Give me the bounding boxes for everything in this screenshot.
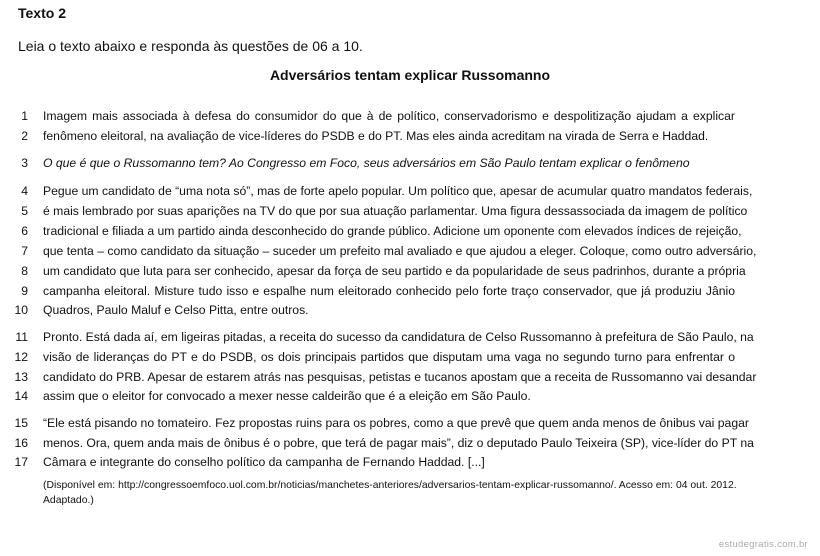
article-title: Adversários tentam explicar Russomanno [269,67,551,83]
line-number: 16 [14,436,28,450]
line-number: 15 [14,416,28,430]
section-heading: Texto 2 [18,5,66,21]
line-text: tradicional e filiada a um partido ainda desconhecido do grande público. Adicione um oponente com elevados índices de rejeição, [43,224,742,238]
line-text: Câmara e integrante do conselho político da campanha de Fernando Haddad. [...] [43,455,485,469]
line-number: 6 [21,224,28,238]
line-number: 2 [21,129,28,143]
line-number: 7 [21,244,28,258]
text-line [0,326,820,348]
source-citation: (Disponível em: http://congressoemfoco.uol.com.br/noticias/manchetes-anteriores/adversarios-tentam-explicar-russomanno/. Acesso em: 04 out. 2012. Adaptado.) [43,480,737,506]
text-line [0,220,820,242]
line-number: 17 [14,455,28,469]
line-number: 3 [21,156,28,170]
line-number: 13 [14,370,28,384]
line-text: menos. Ora, quem anda mais de ônibus é o pobre, que terá de pagar mais”, diz o deputado Paulo Teixeira (SP), vice-líder do PT na [43,436,754,450]
site-watermark: estudegratis.com.br [718,539,808,550]
line-text: que tenta – como candidato da situação – suceder um prefeito mal avaliado e que ajudou a eleger. Coloque, como outro adversário, [43,244,757,258]
text-line [0,105,820,127]
text-line [0,180,820,202]
text-line [0,260,820,282]
line-number: 5 [21,204,28,218]
line-number: 10 [14,303,28,317]
line-text: Pegue um candidato de “uma nota só”, mas de forte apelo popular. Um político que, apesar de acumular quatro mandatos federais, [43,184,753,198]
line-text: é mais lembrado por suas aparições na TV do que por sua atuação parlamentar. Uma figura dessassociada da imagem de político [43,204,748,218]
line-text: candidato do PRB. Apesar de estarem atrás nas pesquisas, petistas e tucanos apostam que a receita de Russomanno vai desandar [43,370,757,384]
line-number: 11 [15,330,28,344]
line-number: 14 [14,389,28,403]
text-line [0,451,820,473]
line-number: 1 [21,109,28,123]
line-number: 4 [21,184,28,198]
line-text: “Ele está pisando no tomateiro. Fez propostas ruins para os pobres, como a que prevê que quem anda menos de ônibus vai pagar [43,416,749,430]
instructions: Leia o texto abaixo e responda às questões de 06 a 10. [18,38,363,54]
line-number: 9 [21,284,28,298]
line-text: fenômeno eleitoral, na avaliação de vice-líderes do PSDB e do PT. Mas eles ainda acreditam na virada de Serra e Haddad. [43,129,709,143]
text-line [0,240,820,262]
line-text: Imagem mais associada à defesa do consumidor do que à de político, conservadorismo e despolitização ajudam a explicar [43,109,735,123]
text-line [0,200,820,222]
line-text: O que é que o Russomanno tem? Ao Congresso em Foco, seus adversários em São Paulo tentam explicar o fenômeno [43,156,690,170]
line-number: 12 [14,350,28,364]
line-text: campanha eleitoral. Misture tudo isso e espalhe num eleitorado conhecido pelo forte traço conservador, que já produziu Jânio [43,284,735,298]
line-text: Quadros, Paulo Maluf e Celso Pitta, entre outros. [43,303,309,317]
line-text: um candidato que luta para ser conhecido, apesar da força de seu partido e da popularidade de seus padrinhos, durante a própria [43,264,746,278]
line-text: assim que o eleitor for convocado a mexer nesse caldeirão que é a eleição em São Paulo. [43,389,531,403]
text-line [0,299,820,321]
text-line [0,385,820,407]
line-number: 8 [21,264,28,278]
text-line [0,152,820,174]
text-line [0,346,820,368]
text-line [0,125,820,147]
line-text: visão de lideranças do PT e do PSDB, os dois principais partidos que disputam uma vaga no segundo turno para enfrentar o [43,350,735,364]
line-text: Pronto. Está dada aí, em ligeiras pitadas, a receita do sucesso da candidatura de Celso Russomanno à prefeitura de São Paulo, na [43,330,754,344]
text-line [0,412,820,434]
